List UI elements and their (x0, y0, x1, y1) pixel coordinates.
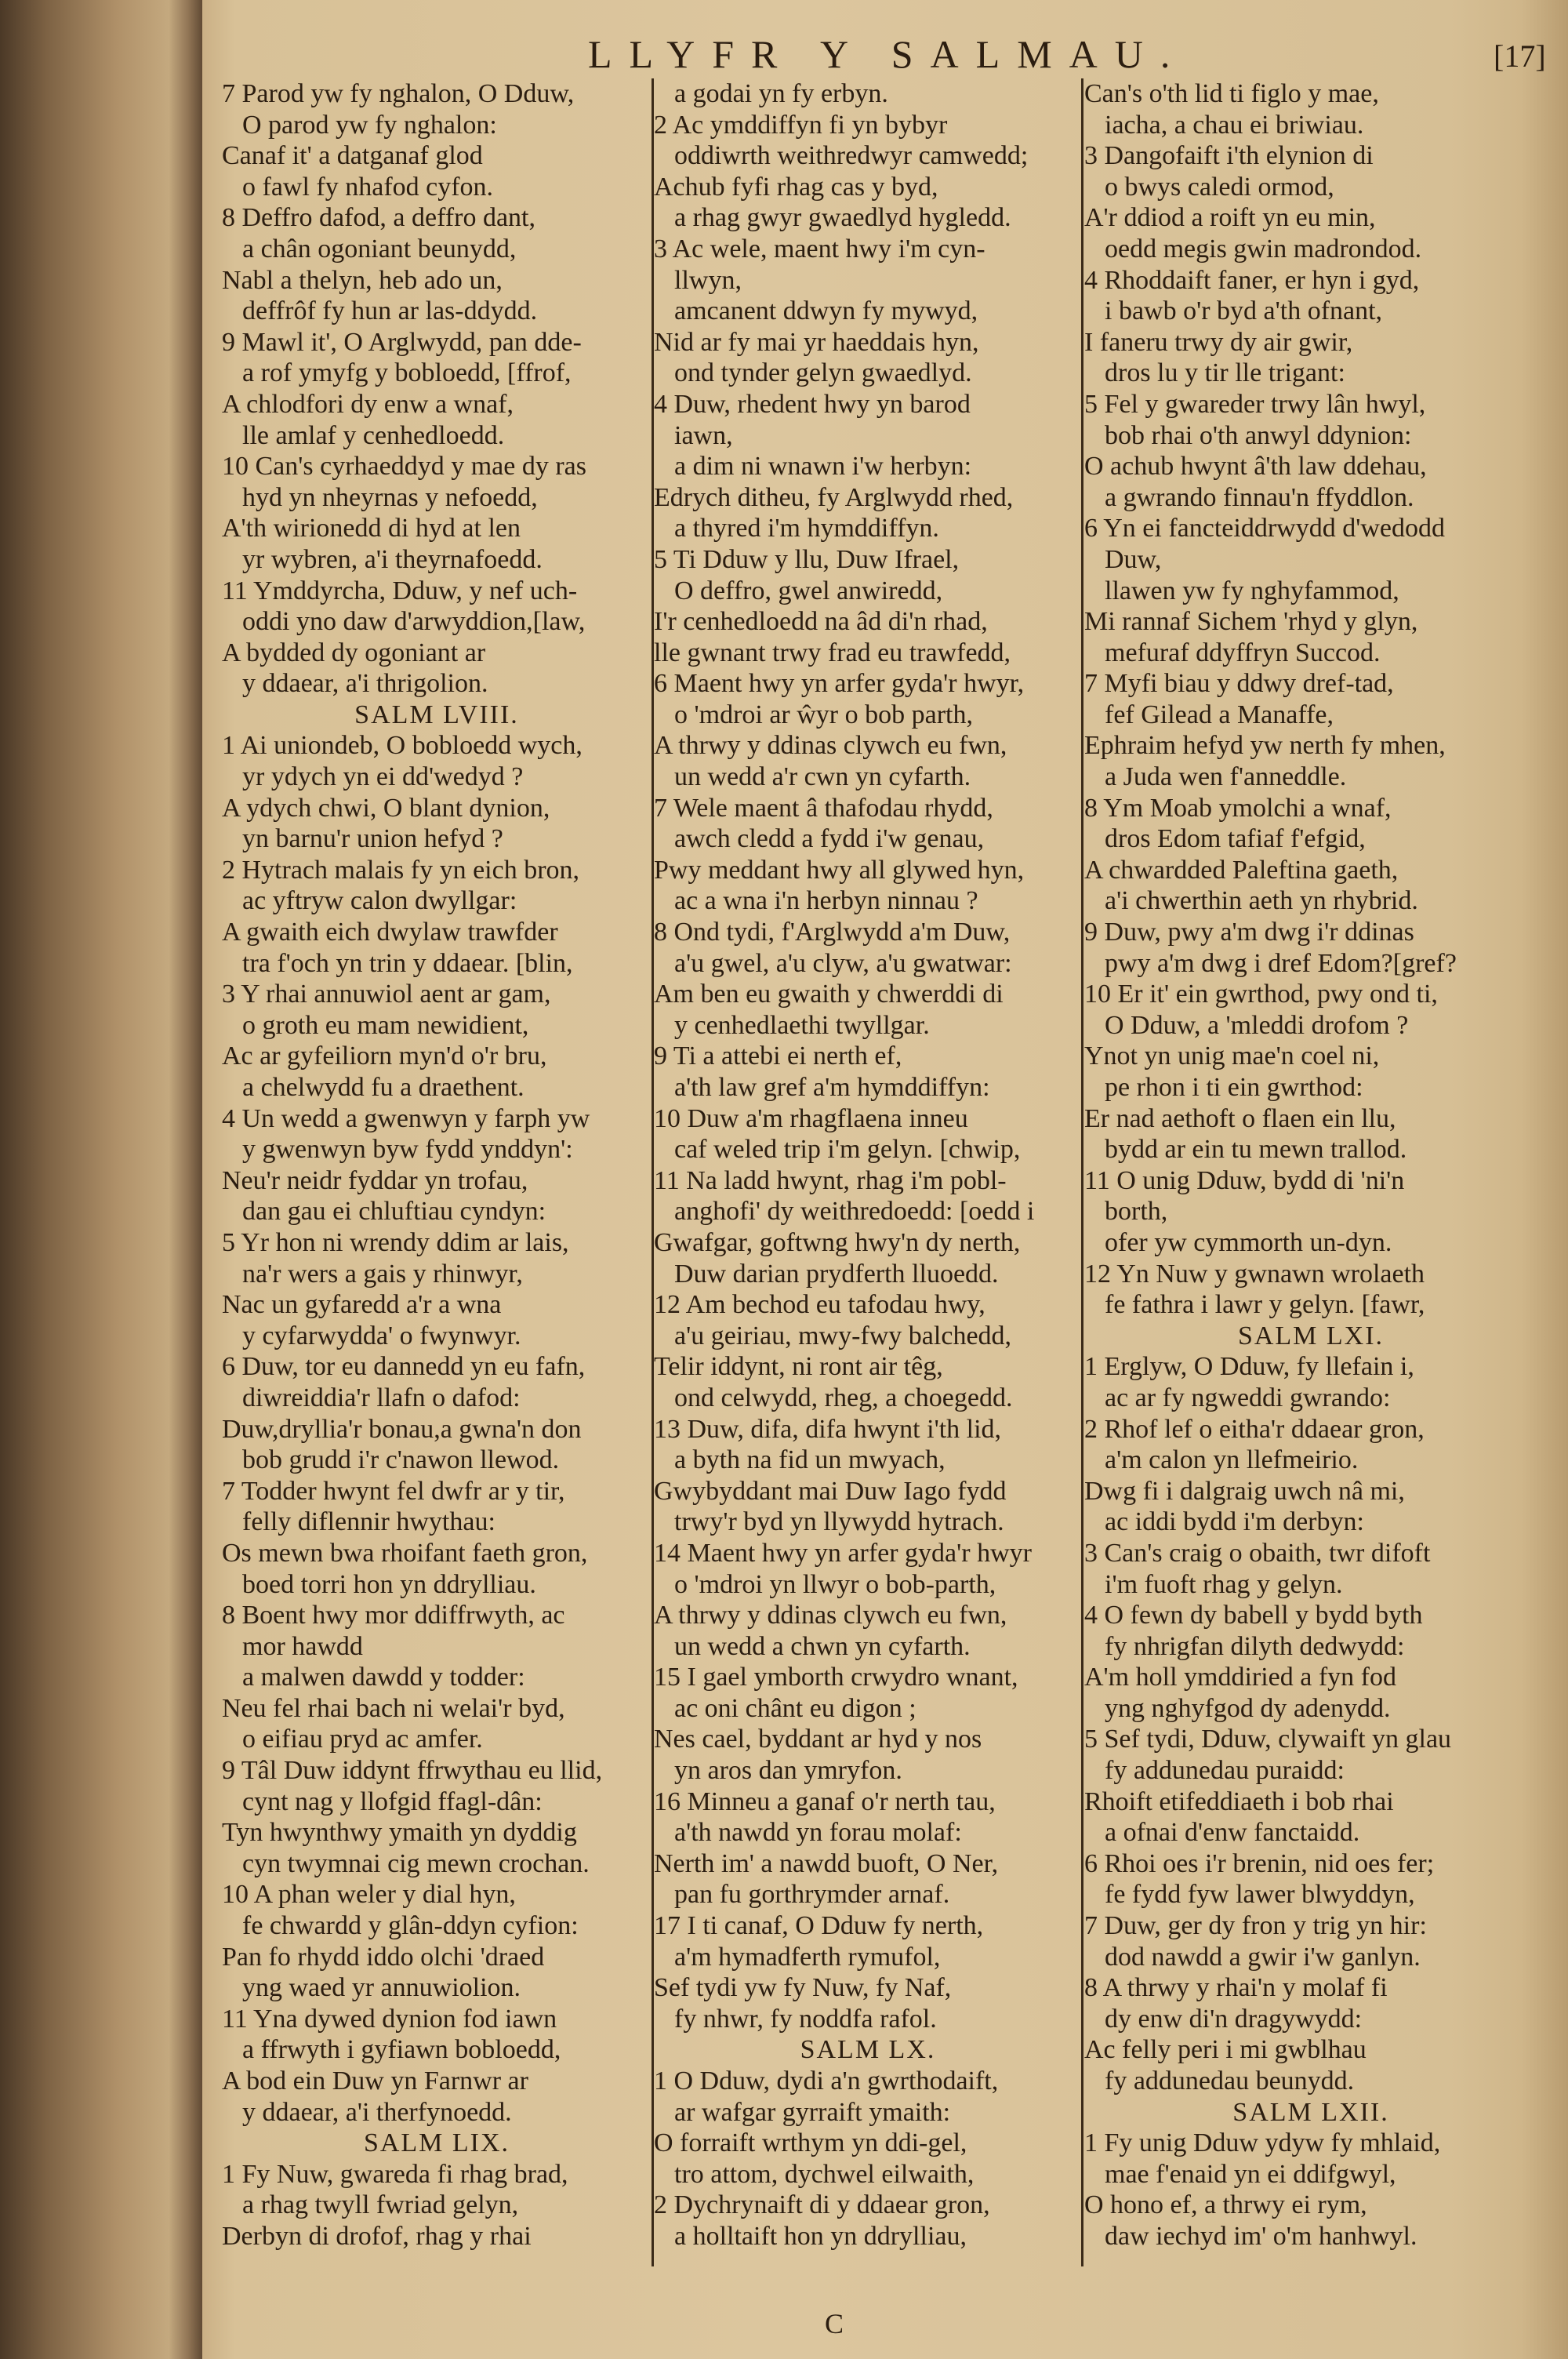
verse-line: a'u geiriau, mwy-fwy balchedd, (674, 1321, 1012, 1350)
verse-line: dan gau ei chluftiau cyndyn: (242, 1197, 546, 1227)
verse-line: felly diflennir hwythau: (242, 1507, 495, 1537)
verse-line: dros Edom tafiaf f'efgid, (1105, 824, 1366, 854)
verse-line: Pwy meddant hwy all glywed hyn, (654, 855, 1025, 885)
verse-line: 1 Fy Nuw, gwareda fi rhag brad, (222, 2159, 568, 2189)
verse-line: bob rhai o'th anwyl ddynion: (1105, 420, 1412, 450)
verse-line: lle amlaf y cenhedloedd. (242, 420, 505, 450)
verse-line: a'th law gref a'm hymddiffyn: (674, 1073, 990, 1102)
verse-line: O parod yw fy nghalon: (242, 110, 497, 140)
verse-line: 2 Hytrach malais fy yn eich bron, (222, 855, 580, 885)
verse-line: iawn, (674, 420, 733, 450)
verse-line: 9 Duw, pwy a'm dwg i'r ddinas (1084, 918, 1414, 947)
verse-line: 2 Dychrynaift di y ddaear gron, (654, 2190, 990, 2220)
verse-line: oddi yno daw d'arwyddion,[law, (242, 607, 586, 637)
verse-line: Tyn hwynthwy ymaith yn dyddig (222, 1818, 577, 1848)
verse-line: 10 Duw a'm rhagflaena inneu (654, 1103, 968, 1133)
verse-line: na'r wers a gais y rhinwyr, (242, 1259, 523, 1289)
verse-line: cynt nag y llofgid ffagl-dân: (242, 1787, 543, 1816)
verse-line: Edrych ditheu, fy Arglwydd rhed, (654, 482, 1014, 512)
verse-line: tra f'och yn trin y ddaear. [blin, (242, 948, 573, 978)
verse-line: a'i chwerthin aeth yn rhybrid. (1105, 886, 1418, 916)
verse-line: a thyred i'm hymddiffyn. (674, 514, 939, 543)
verse-line: Nac un gyfaredd a'r a wna (222, 1290, 502, 1320)
verse-line: 11 Yna dywed dynion fod iawn (222, 2004, 557, 2034)
verse-line: 8 Deffro dafod, a deffro dant, (222, 203, 535, 233)
verse-line: O Dduw, a 'mleddi drofom ? (1105, 1010, 1409, 1040)
verse-line: Neu fel rhai bach ni welai'r byd, (222, 1693, 565, 1723)
verse-line: a gwrando finnau'n ffyddlon. (1105, 482, 1414, 512)
verse-line: pan fu gorthrymder arnaf. (674, 1880, 950, 1910)
verse-line: I'r cenhedloedd na âd di'n rhad, (654, 607, 988, 637)
verse-line: trwy'r byd yn llywydd hytrach. (674, 1507, 1004, 1537)
verse-line: A thrwy y ddinas clywch eu fwn, (654, 731, 1007, 761)
verse-line: Er nad aethoft o flaen ein llu, (1084, 1103, 1396, 1133)
verse-line: 4 Rhoddaift faner, er hyn i gyd, (1084, 265, 1420, 295)
verse-line: yn aros dan ymryfon. (674, 1756, 902, 1786)
verse-line: y ddaear, a'i thrigolion. (242, 669, 488, 699)
verse-line: fy addunedau puraidd: (1105, 1756, 1345, 1786)
verse-line: bydd ar ein tu mewn trallod. (1105, 1135, 1407, 1165)
verse-line: Neu'r neidr fyddar yn trofau, (222, 1165, 528, 1195)
verse-line: A'th wirionedd di hyd at len (222, 514, 521, 543)
verse-line: ac a wna i'n herbyn ninnau ? (674, 886, 978, 916)
verse-line: llwyn, (674, 265, 742, 295)
verse-line: o groth eu mam newidient, (242, 1010, 529, 1040)
verse-line: A ydych chwi, O blant dynion, (222, 793, 550, 823)
verse-line: mefuraf ddyffryn Succod. (1105, 638, 1381, 667)
verse-line: ac oni chânt eu digon ; (674, 1693, 916, 1723)
verse-line: O achub hwynt â'th law ddehau, (1084, 452, 1427, 482)
verse-line: I faneru trwy dy air gwir, (1084, 327, 1353, 357)
verse-line: Ynot yn unig mae'n coel ni, (1084, 1041, 1380, 1071)
verse-line: Ephraim hefyd yw nerth fy mhen, (1084, 731, 1446, 761)
verse-line: 5 Yr hon ni wrendy ddim ar lais, (222, 1227, 569, 1257)
verse-line: o eifiau pryd ac amfer. (242, 1725, 483, 1754)
verse-line: a ofnai d'enw fanctaidd. (1105, 1818, 1360, 1848)
verse-line: 17 I ti canaf, O Dduw fy nerth, (654, 1911, 984, 1941)
verse-line: yn barnu'r union hefyd ? (242, 824, 503, 854)
verse-line: 10 A phan weler y dial hyn, (222, 1880, 516, 1910)
verse-line: a rhag gwyr gwaedlyd hygledd. (674, 203, 1011, 233)
verse-line: A chwardded Paleftina gaeth, (1084, 855, 1399, 885)
verse-line: Nes cael, byddant ar hyd y nos (654, 1725, 982, 1754)
verse-line: 4 Duw, rhedent hwy yn barod (654, 389, 971, 419)
verse-line: boed torri hon yn ddrylliau. (242, 1569, 536, 1599)
verse-line: 15 I gael ymborth crwydro wnant, (654, 1663, 1018, 1692)
verse-line: cyn twymnai cig mewn crochan. (242, 1848, 590, 1878)
verse-line: a chelwydd fu a draethent. (242, 1073, 524, 1102)
verse-line: mae f'enaid yn ei ddifgwyl, (1105, 2159, 1396, 2189)
verse-line: 5 Sef tydi, Dduw, clywaift yn glau (1084, 1725, 1452, 1754)
verse-line: a rhag twyll fwriad gelyn, (242, 2190, 519, 2220)
verse-line: un wedd a'r cwn yn cyfarth. (674, 762, 971, 792)
verse-line: Os mewn bwa rhoifant faeth gron, (222, 1538, 588, 1568)
verse-line: 10 Er it' ein gwrthod, pwy ond ti, (1084, 980, 1438, 1009)
verse-line: a holltaift hon yn ddrylliau, (674, 2221, 967, 2251)
verse-line: o 'mdroi yn llwyr o bob-parth, (674, 1569, 996, 1599)
verse-line: 14 Maent hwy yn arfer gyda'r hwyr (654, 1538, 1032, 1568)
verse-line: ac yftryw calon dwyllgar: (242, 886, 517, 916)
verse-line: 6 Duw, tor eu dannedd yn eu fafn, (222, 1352, 586, 1382)
verse-line: Pan fo rhydd iddo olchi 'draed (222, 1942, 545, 1972)
verse-line: fy addunedau beunydd. (1105, 2066, 1355, 2095)
verse-line: Can's o'th lid ti figlo y mae, (1084, 79, 1379, 108)
verse-line: a ffrwyth i gyfiawn bobloedd, (242, 2035, 561, 2065)
verse-line: fef Gilead a Manaffe, (1105, 700, 1334, 729)
verse-line: a'u gwel, a'u clyw, a'u gwatwar: (674, 948, 1012, 978)
verse-line: Duw darian prydferth lluoedd. (674, 1259, 999, 1289)
facing-page-gutter (0, 0, 202, 2359)
verse-line: oddiwrth weithredwyr camwedd; (674, 141, 1029, 171)
verse-line: A thrwy y ddinas clywch eu fwn, (654, 1601, 1007, 1630)
verse-line: a chân ogoniant beunydd, (242, 234, 517, 264)
verse-line: o fawl fy nhafod cyfon. (242, 172, 494, 202)
verse-line: i bawb o'r byd a'th ofnant, (1105, 296, 1383, 326)
verse-line: Nid ar fy mai yr haeddais hyn, (654, 327, 979, 357)
psalm-heading: SALM LX. (800, 2035, 936, 2065)
psalm-heading: SALM LXI. (1237, 1321, 1385, 1350)
verse-line: a'm hymadferth rymufol, (674, 1942, 941, 1972)
verse-line: 8 A thrwy y rhai'n y molaf fi (1084, 1973, 1388, 2003)
verse-line: 4 O fewn dy babell y bydd byth (1084, 1601, 1423, 1630)
verse-line: Duw,dryllia'r bonau,a gwna'n don (222, 1414, 582, 1444)
verse-line: 8 Boent hwy mor ddiffrwyth, ac (222, 1601, 565, 1630)
verse-line: O forraift wrthym yn ddi-gel, (654, 2128, 967, 2158)
verse-line: Dwg fi i dalgraig uwch nâ mi, (1084, 1476, 1405, 1506)
verse-line: 7 Duw, ger dy fron y trig yn hir: (1084, 1911, 1427, 1941)
verse-line: o bwys caledi ormod, (1105, 172, 1334, 202)
verse-line: i'm fuoft rhag y gelyn. (1105, 1569, 1343, 1599)
verse-line: fe fathra i lawr y gelyn. [fawr, (1105, 1290, 1425, 1320)
verse-line: borth, (1105, 1197, 1168, 1227)
verse-line: Achub fyfi rhag cas y byd, (654, 172, 938, 202)
verse-line: 1 Erglyw, O Dduw, fy llefain i, (1084, 1352, 1414, 1382)
verse-line: Ac felly peri i mi gwblhau (1084, 2035, 1367, 2065)
verse-line: Ac ar gyfeiliorn myn'd o'r bru, (222, 1041, 547, 1071)
psalm-heading: SALM LXII. (1232, 2097, 1389, 2127)
verse-line: 7 Myfi biau y ddwy dref-tad, (1084, 669, 1394, 699)
verse-line: ond celwydd, rheg, a choegedd. (674, 1383, 1013, 1412)
verse-line: Rhoift etifeddiaeth i bob rhai (1084, 1787, 1394, 1816)
verse-line: 5 Ti Dduw y llu, Duw Ifrael, (654, 544, 960, 574)
verse-line: 11 O unig Dduw, bydd di 'ni'n (1084, 1165, 1405, 1195)
verse-line: 8 Ym Moab ymolchi a wnaf, (1084, 793, 1392, 823)
verse-line: yng waed yr annuwiolion. (242, 1973, 521, 2003)
verse-line: Gwybyddant mai Duw Iago fydd (654, 1476, 1007, 1506)
verse-line: 5 Fel y gwareder trwy lân hwyl, (1084, 389, 1426, 419)
verse-line: hyd yn nheyrnas y nefoedd, (242, 482, 538, 512)
verse-line: y cyfarwydda' o fwynwyr. (242, 1321, 521, 1350)
verse-line: Nabl a thelyn, heb ado un, (222, 265, 503, 295)
verse-line: bob grudd i'r c'nawon llewod. (242, 1445, 560, 1475)
verse-line: 11 Na ladd hwynt, rhag i'm pobl- (654, 1165, 1007, 1195)
verse-line: a'th nawdd yn forau molaf: (674, 1818, 962, 1848)
verse-line: 7 Todder hwynt fel dwfr ar y tir, (222, 1476, 565, 1506)
verse-line: o 'mdroi ar ŵyr o bob parth, (674, 700, 973, 729)
verse-line: 8 Ond tydi, f'Arglwydd a'm Duw, (654, 918, 1011, 947)
verse-line: oedd megis gwin madrondod. (1105, 234, 1422, 264)
verse-line: fy nhrigfan dilyth dedwydd: (1105, 1631, 1405, 1661)
verse-line: y ddaear, a'i therfynoedd. (242, 2097, 512, 2127)
verse-line: un wedd a chwn yn cyfarth. (674, 1631, 971, 1661)
verse-line: y cenhedlaethi twyllgar. (674, 1010, 930, 1040)
verse-line: 13 Duw, difa, difa hwynt i'th lid, (654, 1414, 1002, 1444)
verse-line: 12 Am bechod eu tafodau hwy, (654, 1290, 985, 1320)
verse-line: diwreiddia'r llafn o dafod: (242, 1383, 521, 1412)
verse-line: O deffro, gwel anwiredd, (674, 576, 943, 605)
verse-line: a byth na fid un mwyach, (674, 1445, 946, 1475)
verse-line: 3 Y rhai annuwiol aent ar gam, (222, 980, 551, 1009)
verse-line: pwy a'm dwg i dref Edom?[gref? (1105, 948, 1457, 978)
verse-line: fe fydd fyw lawer blwyddyn, (1105, 1880, 1415, 1910)
verse-line: 6 Maent hwy yn arfer gyda'r hwyr, (654, 669, 1025, 699)
psalm-heading: SALM LVIII. (354, 700, 519, 729)
running-title: LLYFR Y SALMAU. (588, 32, 1188, 76)
verse-line: caf weled trip i'm gelyn. [chwip, (674, 1135, 1021, 1165)
verse-line: A bydded dy ogoniant ar (222, 638, 486, 667)
verse-line: 9 Tâl Duw iddynt ffrwythau eu llid, (222, 1756, 603, 1786)
verse-line: Telir iddynt, ni ront air têg, (654, 1352, 943, 1382)
verse-line: 2 Ac ymddiffyn fi yn bybyr (654, 110, 948, 140)
verse-line: 1 Fy unig Dduw ydyw fy mhlaid, (1084, 2128, 1441, 2158)
verse-line: 10 Can's cyrhaeddyd y mae dy ras (222, 452, 586, 482)
verse-line: 3 Dangofaift i'th elynion di (1084, 141, 1374, 171)
verse-line: yr wybren, a'i theyrnafoedd. (242, 544, 543, 574)
verse-line: Nerth im' a nawdd buoft, O Ner, (654, 1848, 999, 1878)
verse-line: a godai yn fy erbyn. (674, 79, 888, 108)
verse-line: O hono ef, a thrwy ei rym, (1084, 2190, 1367, 2220)
verse-line: 7 Parod yw fy nghalon, O Dduw, (222, 79, 575, 108)
verse-line: awch cledd a fydd i'w genau, (674, 824, 985, 854)
verse-line: dy enw di'n dragywydd: (1105, 2004, 1363, 2034)
verse-line: Canaf it' a datganaf glod (222, 141, 483, 171)
verse-line: A'm holl ymddiried a fyn fod (1084, 1663, 1397, 1692)
verse-line: fe chwardd y glân-ddyn cyfion: (242, 1911, 579, 1941)
verse-line: 12 Yn Nuw y gwnawn wrolaeth (1084, 1259, 1425, 1289)
verse-line: 9 Mawl it', O Arglwydd, pan dde- (222, 327, 582, 357)
verse-line: y gwenwyn byw fydd ynddyn': (242, 1135, 573, 1165)
verse-line: 2 Rhof lef o eitha'r ddaear gron, (1084, 1414, 1425, 1444)
verse-line: 6 Yn ei fancteiddrwydd d'wedodd (1084, 514, 1445, 543)
catchword: C (825, 2308, 844, 2339)
verse-line: a'm calon yn llefmeirio. (1105, 1445, 1359, 1475)
verse-line: ofer yw cymmorth un-dyn. (1105, 1227, 1392, 1257)
verse-line: a rof ymyfg y bobloedd, [ffrof, (242, 358, 572, 388)
verse-line: 3 Ac wele, maent hwy i'm cyn- (654, 234, 985, 264)
verse-line: A gwaith eich dwylaw trawfder (222, 918, 558, 947)
verse-line: 1 O Dduw, dydi a'n gwrthodaift, (654, 2066, 999, 2095)
verse-line: ond tynder gelyn gwaedlyd. (674, 358, 972, 388)
verse-line: 6 Rhoi oes i'r brenin, nid oes fer; (1084, 1848, 1435, 1878)
verse-line: A'r ddiod a roift yn eu min, (1084, 203, 1376, 233)
verse-line: Sef tydi yw fy Nuw, fy Naf, (654, 1973, 952, 2003)
psalm-heading: SALM LIX. (363, 2128, 510, 2158)
verse-line: tro attom, dychwel eilwaith, (674, 2159, 975, 2189)
verse-line: Am ben eu gwaith y chwerddi di (654, 980, 1004, 1009)
verse-line: Derbyn di drofof, rhag y rhai (222, 2221, 532, 2251)
verse-line: amcanent ddwyn fy mywyd, (674, 296, 978, 326)
verse-line: yng nghyfgod dy adenydd. (1105, 1693, 1391, 1723)
text-column-1 (222, 78, 652, 2290)
verse-line: dod nawdd a gwir i'w ganlyn. (1105, 1942, 1421, 1972)
verse-line: 16 Minneu a ganaf o'r nerth tau, (654, 1787, 996, 1816)
verse-line: iacha, a chau ei briwiau. (1105, 110, 1364, 140)
verse-line: a malwen dawdd y todder: (242, 1663, 525, 1692)
verse-line: fy nhwr, fy noddfa rafol. (674, 2004, 937, 2034)
text-column-2 (654, 78, 1082, 2290)
verse-line: yr ydych yn ei dd'wedyd ? (242, 762, 524, 792)
text-column-3 (1084, 78, 1537, 2290)
verse-line: mor hawdd (242, 1631, 363, 1661)
verse-line: A chlodfori dy enw a wnaf, (222, 389, 514, 419)
verse-line: 9 Ti a attebi ei nerth ef, (654, 1041, 902, 1071)
facing-page-bleed-text (6, 20, 183, 27)
verse-line: ar wafgar gyrraift ymaith: (674, 2097, 951, 2127)
verse-line: daw iechyd im' o'm hanhwyl. (1105, 2221, 1417, 2251)
verse-line: 4 Un wedd a gwenwyn y farph yw (222, 1103, 590, 1133)
verse-line: a Juda wen f'anneddle. (1105, 762, 1347, 792)
verse-line: ac iddi bydd i'm derbyn: (1105, 1507, 1364, 1537)
verse-line: Duw, (1105, 544, 1162, 574)
page-number: [17] (1494, 38, 1546, 74)
verse-line: dros lu y tir lle trigant: (1105, 358, 1345, 388)
verse-line: 1 Ai uniondeb, O bobloedd wych, (222, 731, 583, 761)
verse-line: llawen yw fy nghyfammod, (1105, 576, 1399, 605)
verse-line: ac ar fy ngweddi gwrando: (1105, 1383, 1391, 1412)
verse-line: Mi rannaf Sichem 'rhyd y glyn, (1084, 607, 1418, 637)
verse-line: Gwafgar, goftwng hwy'n dy nerth, (654, 1227, 1021, 1257)
verse-line: 11 Ymddyrcha, Dduw, y nef uch- (222, 576, 578, 605)
verse-line: 7 Wele maent â thafodau rhydd, (654, 793, 993, 823)
verse-line: deffrôf fy hun ar las-ddydd. (242, 296, 538, 326)
verse-line: 3 Can's craig o obaith, twr difoft (1084, 1538, 1431, 1568)
verse-line: A bod ein Duw yn Farnwr ar (222, 2066, 528, 2095)
verse-line: anghofi' dy weithredoedd: [oedd i (674, 1197, 1035, 1227)
verse-line: lle gwnant trwy frad eu trawfedd, (654, 638, 1011, 667)
page-header (227, 31, 1544, 75)
verse-line: a dim ni wnawn i'w herbyn: (674, 452, 972, 482)
verse-line: pe rhon i ti ein gwrthod: (1105, 1073, 1363, 1102)
